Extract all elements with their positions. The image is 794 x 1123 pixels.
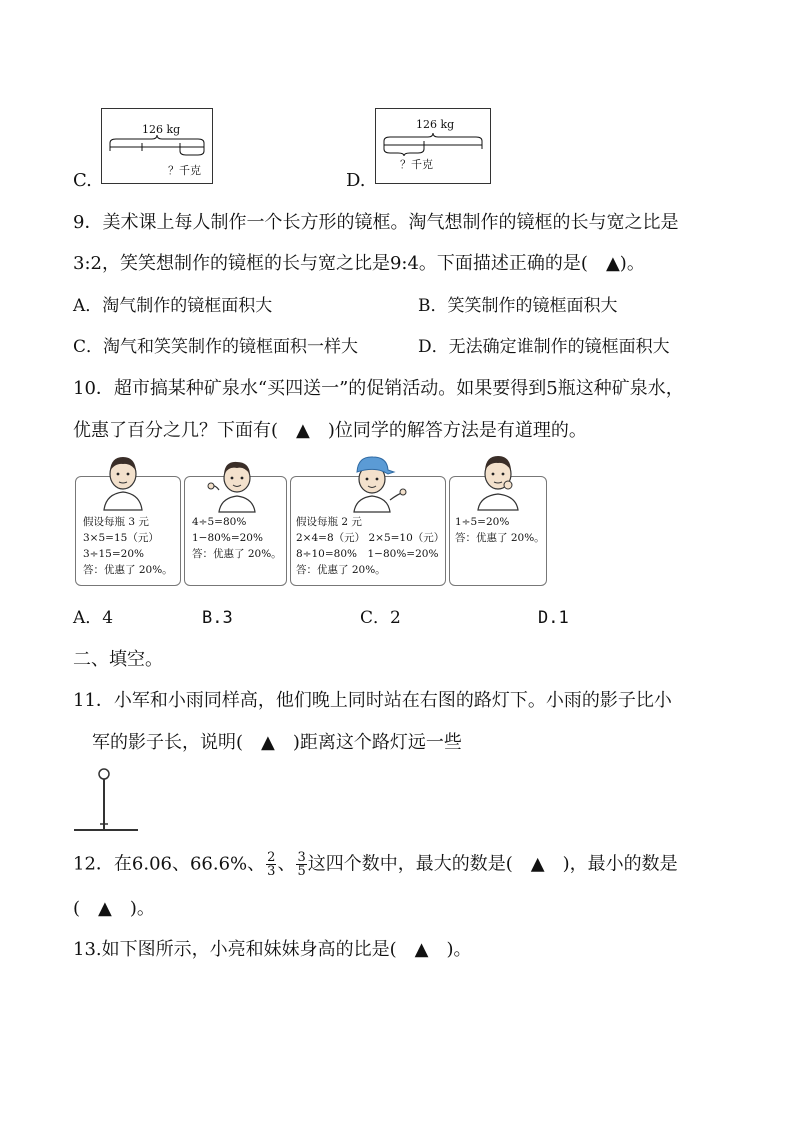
q12-prefix: 12．在6.06、66.6%、: [73, 853, 266, 875]
section-2-title: 二、填空。: [73, 649, 163, 670]
q12-fraction-1-denominator: 3: [267, 864, 276, 879]
q10-card-4-line-1: 1÷5=20%: [455, 516, 510, 528]
q12-suffix: 这四个数中，最大的数是( ▲ )，最小的数是: [307, 853, 678, 875]
q8-c-unknown-label: ？千克: [168, 164, 201, 177]
q8-option-c-label: C.: [73, 170, 92, 191]
q8-d-unknown-label: ？千克: [400, 158, 433, 171]
q10-card-3-line-3: 8÷10=80% 1−80%=20%: [296, 548, 439, 560]
q11-line2: 军的影子长，说明( ▲ )距离这个路灯远一些: [92, 732, 462, 753]
q10-card-3-line-2: 2×4=8（元） 2×5=10（元）: [296, 532, 445, 544]
q11-line1: 11．小军和小雨同样高，他们晚上同时站在右图的路灯下。小雨的影子比小: [73, 690, 672, 711]
q10-option-d: D.1: [538, 608, 569, 628]
q13-line1: 13.如下图所示，小亮和妹妹身高的比是( ▲ )。: [73, 939, 472, 960]
q8-diagram-d: [375, 108, 491, 184]
q10-card-1-line-3: 3÷15=20%: [83, 548, 144, 560]
q8-option-d-label: D.: [346, 170, 366, 191]
q8-diagram-c: [101, 108, 213, 184]
q12-fraction-2: [296, 851, 306, 878]
q12-fraction-2-numerator: 3: [297, 850, 306, 865]
q10-card-1-line-2: 3×5=15（元）: [83, 532, 159, 544]
q8-d-total-label: 126 kg: [416, 118, 455, 131]
q12-fraction-1-numerator: 2: [267, 850, 276, 865]
q8-c-total-label: 126 kg: [142, 123, 181, 136]
q9-option-d: D．无法确定谁制作的镜框面积大: [418, 337, 670, 357]
student-1-avatar: [98, 452, 148, 512]
q10-card-2-line-2: 1−80%=20%: [192, 532, 263, 544]
q10-card-4-line-2: 答：优惠了 20%。: [455, 532, 545, 544]
q10-line2: 优惠了百分之几？下面有( ▲ )位同学的解答方法是有道理的。: [73, 420, 587, 441]
q12-line1: [73, 851, 678, 878]
q10-line1: 10．超市搞某种矿泉水“买四送一”的促销活动。如果要得到5瓶这种矿泉水，: [73, 378, 684, 399]
q10-card-2-line-1: 4÷5=80%: [192, 516, 247, 528]
q10-card-3-line-1: 假设每瓶 2 元: [296, 516, 362, 528]
student-4-avatar: [474, 452, 524, 512]
q10-card-1-line-4: 答：优惠了 20%。: [83, 564, 173, 576]
q9-option-a: A．淘气制作的镜框面积大: [73, 296, 273, 316]
q9-option-b: B．笑笑制作的镜框面积大: [418, 296, 618, 316]
q9-line1: 9．美术课上每人制作一个长方形的镜框。淘气想制作的镜框的长与宽之比是: [73, 212, 679, 233]
q10-card-3-line-4: 答：优惠了 20%。: [296, 564, 386, 576]
q9-option-c: C．淘气和笑笑制作的镜框面积一样大: [73, 337, 359, 357]
student-3-avatar: [346, 452, 408, 514]
q12-line2: ( ▲ )。: [73, 898, 155, 919]
q9-line2: 3:2，笑笑想制作的镜框的长与宽之比是9:4。下面描述正确的是( ▲)。: [73, 253, 645, 274]
q10-card-2-line-3: 答：优惠了 20%。: [192, 548, 282, 560]
q12-separator: 、: [277, 853, 296, 875]
q10-option-c: C．2: [360, 608, 401, 628]
q12-fraction-1: [266, 851, 276, 878]
q12-fraction-2-denominator: 5: [297, 864, 306, 879]
student-2-avatar: [205, 456, 265, 514]
streetlight-diagram: [70, 766, 142, 834]
q10-card-1-line-1: 假设每瓶 3 元: [83, 516, 149, 528]
q10-option-a: A．4: [73, 608, 114, 628]
q10-option-b: B.3: [202, 608, 233, 628]
